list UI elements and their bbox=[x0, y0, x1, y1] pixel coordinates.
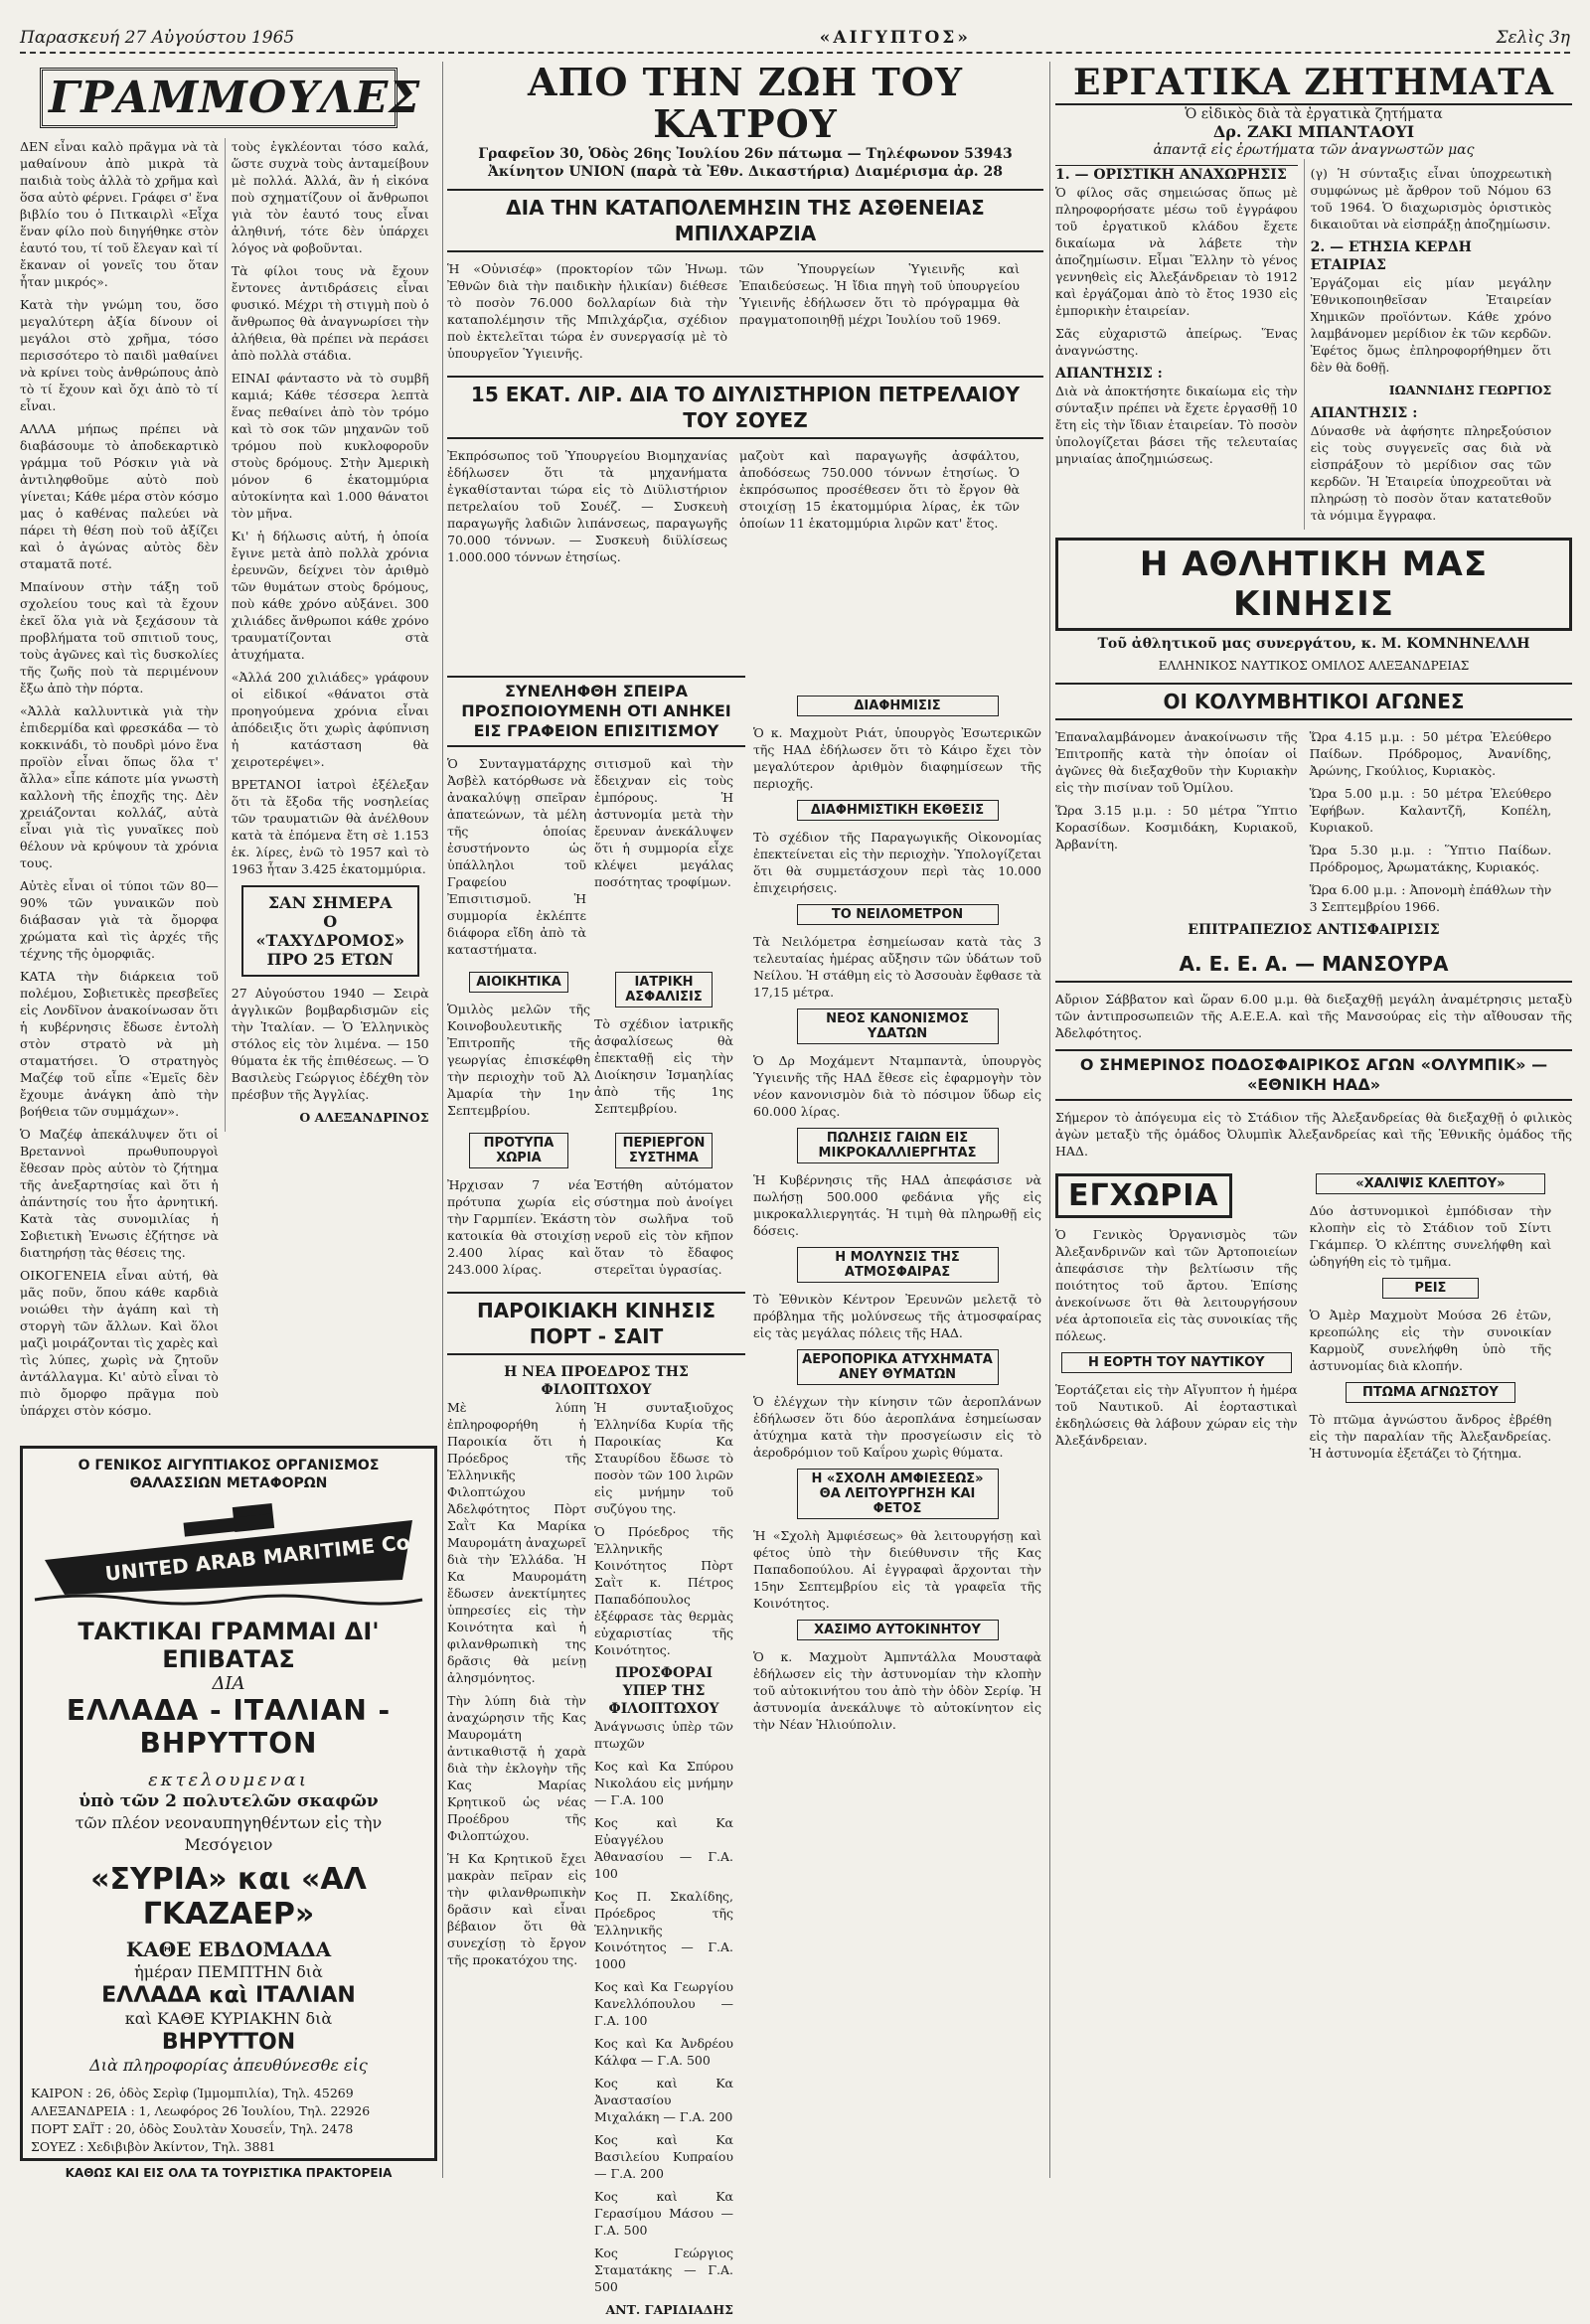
small-headline: ΠΡΟΤΥΠΑ ΧΩΡΙΑ bbox=[469, 1133, 569, 1168]
paragraph: Μπαίνουν στὴν τάξη τοῦ σχολείου τους καὶ τὰ ἔχουν ἐκεῖ ὅλα γιὰ νὰ ξεχάσουν τὰ προβλήματα τοῦ σπιτιοῦ τους, τοὺς ἀγῶνες καὶ τὶς δυσκολίες τῆς ζωῆς ποὺ τὰ περιμένουν ἔξω ἀπὸ τὴν πόρτα. bbox=[20, 579, 219, 696]
paragraph: Ἐργάζομαι εἰς μίαν μεγάλην Ἐθνικοποιηθεῖσαν Ἑταιρείαν Χημικῶν προϊόντων. Κάθε χρόνο λαμβάνομεν μερίδιον ἐκ τῶν κερδῶν. Ἐφέτος ὅμως ἐπληροφορήθημεν ὅτι δὲν θὰ δοθῇ. bbox=[1310, 275, 1552, 375]
sub-headline: ΕΠΙΤΡΑΠΕΖΙΟΣ ΑΝΤΙΣΦΑΙΡΙΣΙΣ bbox=[1188, 922, 1440, 938]
ship-name: UNITED ARAB MARITIME Co. bbox=[103, 1529, 419, 1586]
paragraph: ΒΡΕΤΑΝΟΙ ἰατροὶ ἐξέλεξαν ὅτι τὰ ἔξοδα τῆς νοσηλείας τῶν τραυματιῶν θὰ ἀνέλθουν κατὰ τὰ ἑπόμενα ἔτη σὲ 1.153 ἑκ. λίρες, ἐνῶ τὸ 1957 καὶ τὸ 1963 ἦταν 3.425 ἑκατομμύρια. bbox=[231, 777, 429, 876]
answer-heading: ΑΠΑΝΤΗΣΙΣ : bbox=[1310, 405, 1418, 421]
headline: ΟΙ ΚΟΛΥΜΒΗΤΙΚΟΙ ΑΓΩΝΕΣ bbox=[1055, 683, 1572, 720]
paragraph: «Ἀλλὰ καλλυντικὰ γιὰ τὴν ἐπιδερμίδα καὶ φρεσκάδα — τὸ κοκκινάδι, τὸ πουδρὶ μόνο ἕνα προϊὸν εἶναι ὅπως ὅλα τ' ἄλλα» εἶπε κάποτε μία γνωστὴ καλλονὴ τῆς ἐποχῆς της. Δὲν χρειάζονται κολλάζ, αὐτὰ εἶναι γιὰ τὶς γυναῖκες ποὺ θέλουν νὰ κρύψουν τὰ χρόνια τους. bbox=[20, 703, 219, 870]
column-rule bbox=[1049, 62, 1050, 2178]
paragraph: 27 Αὐγούστου 1940 — Σειρὰ ἀγγλικῶν βομβαρδισμῶν εἰς τὴν Ἰταλίαν. — Ὁ Ἑλληνικὸς στόλος εἰς τὸν λιμένα. — 150 θύματα ἐκ τῆς ἐπιθέσεως. — Ὁ Βασιλεὺς Γεώργιος ἐδέχθη τὸν πρέσβυν τῆς Ἀγγλίας. bbox=[231, 986, 429, 1102]
small-headline: ΤΟ ΝΕΙΛΟΜΕΤΡΟΝ bbox=[797, 904, 999, 925]
ad-addresses bbox=[31, 2085, 426, 2156]
ad-footer: ΚΑΘΩΣ ΚΑΙ ΕΙΣ ΟΛΑ ΤΑ ΤΟΥΡΙΣΤΙΚΑ ΠΡΑΚΤΟΡΕΙΑ bbox=[65, 2166, 393, 2180]
paragraph: Ἀνάγνωσις ὑπὲρ τῶν πτωχῶν bbox=[594, 1719, 733, 1751]
paragraph: Ὁ Συνταγματάρχης Ἀσβὲλ κατόρθωσε νὰ ἀνακαλύψῃ σπεῖραν ἀπατεώνων, τὰ μέλη τῆς ὁποίας ἐσυστήνοντο ὡς ὑπάλληλοι τοῦ Γραφείου Ἐπισιτισμοῦ. Ἡ συμμορία ἐκλέπτε διάφορα εἴδη ἀπὸ τὰ καταστήματα. bbox=[447, 756, 586, 957]
paragraph: Τὸ Ἐθνικὸν Κέντρον Ἐρευνῶν μελετᾷ τὸ πρόβλημα τῆς μολύνσεως τῆς ἀτμοσφαίρας εἰς τὰς μεγάλας πόλεις τῆς ΗΑΔ. bbox=[753, 1292, 1041, 1340]
paragraph: Ἡ Κα Κρητικοῦ ἔχει μακρὰν πεῖραν εἰς τὴν φιλανθρωπικὴν δρᾶσιν καὶ εἶναι βέβαιον ὅτι θὰ συνεχίσῃ τὸ ἔργον τῆς προκατόχου της. bbox=[447, 1851, 586, 1967]
section-title: ΓΡΑΜΜΟΥΛΕΣ bbox=[40, 68, 398, 128]
paragraph: Ὁ φίλος σᾶς σημειώσας ὅπως μὲ πληροφορήσατε μέσω τοῦ ἐγγράφου τοῦ ἐργατικοῦ κλάδου ἔχετε δικαίωμα νὰ λάβετε τὴν ἀποζημίωσιν. Εἶμαι Ἕλλην τὸ γένος γεννηθεὶς εἰς Ἀλεξάνδρειαν τὸ 1912 καὶ ἐργάζομαι ἀπὸ τὸ ἔτος 1930 εἰς ἐμπορικὴν ἑταιρείαν. bbox=[1055, 185, 1298, 318]
sports-banner: Η ΑΘΛΗΤΙΚΗ ΜΑΣ ΚΙΝΗΣΙΣ bbox=[1055, 538, 1572, 631]
section-title: ΕΡΓΑΤΙΚΑ ΖΗΤΗΜΑΤΑ bbox=[1055, 62, 1572, 105]
paragraph: (γ) Ἡ σύνταξις εἶναι ὑποχρεωτικὴ συμφώνως μὲ ἄρθρον τοῦ Νόμου 63 τοῦ 1964. Ὁ διαχωρισμὸς ὁριστικὸς δικαιοῦται νὰ εἰσπράξῃ ἀποζημίωσιν. bbox=[1310, 166, 1552, 232]
donation-line: Κος καὶ Κα Βασιλείου Κυπραίου — Γ.Α. 200 bbox=[594, 2132, 733, 2181]
paragraph: Τὸ σχέδιον ἰατρικῆς ἀσφαλίσεως θὰ ἐπεκταθῇ εἰς τὴν Διοίκησιν Ἰσμαηλίας ἀπὸ τῆς 1ης Σεπτεμβρίου. bbox=[594, 1016, 733, 1116]
small-headline: ΑΕΡΟΠΟΡΙΚΑ ΑΤΥΧΗΜΑΤΑ ΑΝΕΥ ΘΥΜΑΤΩΝ bbox=[797, 1349, 999, 1385]
section-subtitle: Δρ. ΖΑΚΙ ΜΠΑΝΤΑΟΥΙ bbox=[1212, 122, 1415, 141]
donation-line: Κος καὶ Κα Γεωργίου Κανελλόπουλου — Γ.Α. 100 bbox=[594, 1979, 733, 2028]
paragraph: Κατὰ τὴν γνώμη του, ὅσο μεγαλύτερη ἀξία δίνουν οἱ μεγάλοι στὸ χρῆμα, τόσο περισσότερο τὸ παιδὶ μαθαίνει νὰ κρίνει τοὺς ἀνθρώπους ἀπὸ τὸ τί ἔχουν καὶ ὄχι ἀπὸ τὸ τί εἶναι. bbox=[20, 297, 219, 413]
paragraph: Ὥρα 3.15 μ.μ. : 50 μέτρα Ὕπτιο Κορασίδων. Κοσμιδάκη, Κυριακοῦ, Ἀρβανίτη. bbox=[1055, 803, 1298, 852]
donation-line: Κος καὶ Κα Ἀνδρέου Κάλφα — Γ.Α. 500 bbox=[594, 2036, 733, 2068]
paragraph: Ἐπαναλαμβάνομεν ἀνακοίνωσιν τῆς Ἐπιτροπῆς κατὰ τὴν ὁποίαν οἱ ἀγῶνες θὰ διεξαχθοῦν τὴν Κυριακὴν εἰς τὴν πισίναν τοῦ Ὁμίλου. bbox=[1055, 729, 1298, 795]
ad-line: ΕΛΛΑΔΑ καὶ ΙΤΑΛΙΑΝ bbox=[101, 1983, 356, 2008]
answer-heading: ΑΠΑΝΤΗΣΙΣ : bbox=[1055, 366, 1163, 382]
paper-name: «ΑΙΓΥΠΤΟΣ» bbox=[819, 28, 971, 48]
ad-line: καὶ ΚΑΘΕ ΚΥΡΙΑΚΗΝ διὰ bbox=[124, 2009, 333, 2028]
small-headline: ΑΙΟΙΚΗΤΙΚΑ bbox=[469, 972, 569, 993]
donation-line: Κος Γεώργιος Σταματάκης — Γ.Α. 500 bbox=[594, 2246, 733, 2294]
masthead bbox=[20, 24, 1570, 54]
section-subtitle: Ὁ εἰδικὸς διὰ τὰ ἐργατικὰ ζητήματα bbox=[1185, 106, 1443, 122]
paragraph: Σήμερον τὸ ἀπόγευμα εἰς τὸ Στάδιον τῆς Ἀλεξανδρείας θὰ διεξαχθῇ ὁ φιλικὸς ἀγὼν μεταξὺ τῆς ὁμάδος Ὀλυμπὶκ Ἀλεξανδρείας καὶ τῆς Ἐθνικῆς ὁμάδος τῆς ΗΑΔ. bbox=[1055, 1110, 1572, 1159]
headline: 15 ΕΚΑΤ. ΛΙΡ. ΔΙΑ ΤΟ ΔΙΥΛΙΣΤΗΡΙΟΝ ΠΕΤΡΕΛΑΙΟΥ ΤΟΥ ΣΟΥΕΖ bbox=[447, 376, 1043, 439]
byline: ΙΩΑΝΝΙΔΗΣ ΓΕΩΡΓΙΟΣ bbox=[1388, 383, 1552, 397]
paragraph: Ὁ Πρόεδρος τῆς Ἑλληνικῆς Κοινότητος Πὸρτ Σαῒτ κ. Πέτρος Παπαδόπουλος ἐξέφρασε τὰς θερμὰς εὐχαριστίας τῆς Κοινότητος. bbox=[594, 1524, 733, 1657]
ad-line: ΔΙΑ bbox=[212, 1673, 245, 1694]
paragraph: Ὥρα 5.30 μ.μ. : Ὕπτιο Παίδων. Πρόδρομος, Ἀρωματάκης, Κυριακός. bbox=[1309, 843, 1552, 874]
paragraph: Ἐκπρόσωπος τοῦ Ὑπουργείου Βιομηχανίας ἐδήλωσεν ὅτι τὰ μηχανήματα ἐγκαθίστανται τώρα εἰς τὸ Διϋλιστήριον πετρελαίου τοῦ Σουέζ. — Συσκευὴ παραγωγῆς λαδιῶν λιπάνσεως, παραγωγῆς 70.000 τόννων. — Συσκευὴ διϋλίσεως 1.000.000 τόννων ἐτησίως. bbox=[447, 448, 727, 564]
paragraph: Ὥρα 6.00 μ.μ. : Ἀπονομὴ ἐπάθλων τὴν 3 Σεπτεμβρίου 1966. bbox=[1309, 882, 1552, 914]
paragraph: Μὲ λύπη ἐπληροφορήθη ἡ Παροικία ὅτι ἡ Πρόεδρος τῆς Ἑλληνικῆς Φιλοπτώχου Ἀδελφότητος Πὸρτ Σαῒτ Κα Μαρίκα Μαυρομάτη ἀναχωρεῖ διὰ τὴν Ἑλλάδα. Ἡ Κα Μαυρομάτη ἔδωσεν ἀνεκτίμητες ὑπηρεσίες εἰς τὴν Κοινότητα καὶ ἡ φιλανθρωπικὴ της δρᾶσις θὰ μείνῃ ἀλησμόνητος. bbox=[447, 1400, 586, 1685]
ad-line: εκτελουμεναι bbox=[148, 1770, 309, 1790]
box-line: Ο «ΤΑΧΥΔΡΟΜΟΣ» bbox=[255, 912, 404, 950]
paragraph: Ὁ Γενικὸς Ὀργανισμὸς τῶν Ἀλεξανδρινῶν καὶ τῶν Ἀρτοποιείων ἀπεφάσισε τὴν βελτίωσιν τῆς ποιότητος τοῦ ἄρτου. Ἐπίσης ἀνεκοίνωσε ὅτι θὰ λειτουργήσουν νέα ἀρτοποιεῖα εἰς τὰς συνοικίας τῆς πόλεως. bbox=[1055, 1227, 1298, 1343]
small-headline: ΧΑΣΙΜΟ ΑΥΤΟΚΙΝΗΤΟΥ bbox=[797, 1620, 999, 1640]
column-labour-issues bbox=[1055, 62, 1572, 2178]
ad-line: ὑπὸ τῶν 2 πολυτελῶν σκαφῶν bbox=[79, 1791, 379, 1811]
section-subtitle: Γραφεῖον 30, Ὁδὸς 26ης Ἰουλίου 26ν πάτωμα — Τηλέφωνον 53943 bbox=[478, 146, 1013, 162]
paragraph: ΚΑΤΑ τὴν διάρκεια τοῦ πολέμου, Σοβιετικὲς πρεσβεῖες εἰς Λονδῖνον ἀνακοίνωσαν ὅτι ἡ κυβέρνησις ἔδωσε ἐντολὴ στὸν στρατὸ νὰ μὴ σταματήσει. Ὁ στρατηγὸς Μαζέφ τοῦ εἶπε «Ἐμεῖς δὲν ἔχουμε ἀνάγκη ἀπὸ τὴν βοήθεια τῶν συμμάχων». bbox=[20, 969, 219, 1119]
ad-line: ΤΑΚΤΙΚΑΙ ΓΡΑΜΜΑΙ ΔΙ' ΕΠΙΒΑΤΑΣ bbox=[78, 1618, 380, 1673]
ship-illustration bbox=[35, 1500, 422, 1610]
column-cairo-life bbox=[447, 60, 1043, 2317]
headline: ΣΥΝΕΛΗΦΘΗ ΣΠΕΙΡΑ ΠΡΟΣΠΟΙΟΥΜΕΝΗ ΟΤΙ ΑΝΗΚΕΙ ΕΙΣ ΓΡΑΦΕΙΟΝ ΕΠΙΣΙΤΙΣΜΟΥ bbox=[447, 676, 745, 747]
headline: ΠΑΡΟΙΚΙΑΚΗ ΚΙΝΗΣΙΣ ΠΟΡΤ - ΣΑΙΤ bbox=[447, 1292, 745, 1355]
paragraph: Ὥρα 4.15 μ.μ. : 50 μέτρα Ἐλεύθερο Παίδων. Πρόδρομος, Ἀνανίδης, Ἀρώνης, Γκούλιος, Κυριακὸς. bbox=[1309, 729, 1552, 778]
section-subtitle: Ἀκίνητον UNION (παρὰ τὰ Ἐθν. Δικαστήρια) Διαμέρισμα ἀρ. 28 bbox=[487, 164, 1004, 180]
ad-line: «ΣΥΡΙΑ» και «ΑΛ ΓΚΑΖΑΕΡ» bbox=[90, 1862, 367, 1932]
on-this-day-box bbox=[241, 885, 419, 977]
box-line: ΠΡΟ 25 ΕΤΩΝ bbox=[266, 950, 394, 969]
paragraph: Διὰ νὰ ἀποκτήσητε δικαίωμα εἰς τὴν σύνταξιν πρέπει νὰ ἔχετε ἐργασθῇ 10 ἔτη εἰς τὴν ἴδιαν ἑταιρείαν. Τὸ ποσὸν ὑπολογίζεται βάσει τῆς τελευταίας μηνιαίας ἀποζημιώσεως. bbox=[1055, 384, 1298, 466]
section-title-local: ΕΓΧΩΡΙΑ bbox=[1055, 1173, 1232, 1218]
paragraph: Ὁ Ἀμὲρ Μαχμοὺτ Μούσα 26 ἐτῶν, κρεοπώλης εἰς τὴν συνοικίαν Καρμοὺζ συνελήφθη ὑπὸ τῆς ἀστυνομίας διὰ κλοπήν. bbox=[1309, 1308, 1552, 1373]
paragraph: Αὔριον Σάββατον καὶ ὥραν 6.00 μ.μ. θὰ διεξαχθῇ μεγάλη ἀναμέτρησις μεταξὺ τῶν ἀντιπροσωπειῶν τῆς Α.Ε.Ε.Α. καὶ τῆς Μανσούρας εἰς τὴν αἴθουσαν τῆς Ἀδελφότητος. bbox=[1055, 992, 1572, 1040]
small-headline: Η ΕΟΡΤΗ ΤΟΥ ΝΑΥΤΙΚΟΥ bbox=[1061, 1352, 1291, 1373]
section-title: ΑΠΟ ΤΗΝ ΖΩΗ ΤΟΥ ΚΑΤΡΟΥ bbox=[527, 60, 964, 146]
club-name: ΕΛΛΗΝΙΚΟΣ ΝΑΥΤΙΚΟΣ ΟΜΙΛΟΣ ΑΛΕΞΑΝΔΡΕΙΑΣ bbox=[1158, 659, 1470, 673]
headline: ΔΙΑ ΤΗΝ ΚΑΤΑΠΟΛΕΜΗΣΙΝ ΤΗΣ ΑΣΘΕΝΕΙΑΣ ΜΠΙΛΧΑΡΖΙΑ bbox=[447, 189, 1043, 252]
paragraph: τῶν Ὑπουργείων Ὑγιεινῆς καὶ Ἐπαιδεύσεως. Ἡ ἴδια πηγὴ τοῦ ὑπουργείου Ὑγιεινῆς ἐδήλωσεν ὅτι τὸ πρόγραμμα θὰ πραγματοποιηθῇ μέχρι Ἰουλίου τοῦ 1969. bbox=[739, 261, 1020, 327]
issue-date: Παρασκευή 27 Αὐγούστου 1965 bbox=[20, 28, 295, 48]
paragraph: Ἡ «Σχολὴ Ἀμφιέσεως» θὰ λειτουργήσῃ καὶ φέτος ὑπὸ τὴν διεύθυνσιν τῆς Κας Παπαδοπούλου. Αἱ ἐγγραφαὶ ἄρχονται τὴν 15ην Σεπτεμβρίου εἰς τὰ γραφεῖα τῆς Κοινότητος. bbox=[753, 1528, 1041, 1611]
left-subcolumn bbox=[447, 668, 745, 2324]
question-heading: 1. — ΟΡΙΣΤΙΚΗ ΑΝΑΧΩΡΗΣΙΣ bbox=[1055, 165, 1298, 184]
paragraph: Τὰ φίλοι τους νὰ ἔχουν ἔντονες ἀντιδράσεις εἶναι φυσικό. Μέχρι τὴ στιγμὴ ποὺ ὁ ἄνθρωπος θὰ ἀναγνωρίσει τὴν ἀλήθεια, θὰ πρέπει νὰ περάσει ἀπὸ πολλὰ στάδια. bbox=[231, 263, 429, 363]
paragraph: τοὺς ἐγκλέονται τόσο καλά, ὥστε συχνὰ τοὺς ἀνταμείβουν μὲ πολλά. Ἀλλά, ἂν ἡ εἰκόνα ποὺ σχηματίζουν οἱ ἄνθρωποι γιὰ τὸν ἑαυτό τους εἶναι ἀληθινή, τότε δὲν ὑπάρχει λόγος νὰ φοβοῦνται. bbox=[231, 139, 429, 255]
paragraph: ΔΕΝ εἶναι καλὸ πρᾶγμα νὰ τὰ μαθαίνουν ἀπὸ μικρὰ τὰ παιδιὰ τοὺς ἀλλὰ τὸ χρῆμα καὶ ὅσα αὐτὸ φέρνει. Γράφει σ' ἕνα βιβλίο του ὁ Πιτκαιρλὶ «Εἶχα ἕναν φίλο ποὺ διηγήθηκε στὸν ἑαυτό του, τί τοῦ ἔλεγαν καὶ τί ἔκαναν οἱ γονεῖς του ὅταν ἦταν μικρός». bbox=[20, 139, 219, 289]
right-subcolumn bbox=[753, 688, 1041, 1739]
paragraph: Ὁ κ. Μαχμοὺτ Ἀμπντάλλα Μουσταφὰ ἐδήλωσεν εἰς τὴν ἀστυνομίαν τὴν κλοπὴν τοῦ αὐτοκινήτου του ἀπὸ τὴν ὁδὸν Σερίφ. Ἡ ἀστυνομία ἀνεκάλυψε τὸ αὐτοκίνητον εἰς τὴν Νέαν Ἡλιούπολιν. bbox=[753, 1649, 1041, 1732]
small-headline: ΠΤΩΜΑ ΑΓΝΩΣΤΟΥ bbox=[1346, 1382, 1515, 1403]
page-number: Σελὶς 3η bbox=[1496, 28, 1570, 48]
address-line: ΑΛΕΞΑΝΔΡΕΙΑ : 1, Λεωφόρος 26 Ἰουλίου, Τηλ. 22926 bbox=[31, 2103, 371, 2118]
sub-headline: ΠΡΟΣΦΟΡΑΙ ΥΠΕΡ ΤΗΣ ΦΙΛΟΠΤΩΧΟΥ bbox=[608, 1665, 719, 1717]
small-headline: Η «ΣΧΟΛΗ ΑΜΦΙΕΣΕΩΣ» ΘΑ ΛΕΙΤΟΥΡΓΗΣΗ ΚΑΙ ΦΕΤΟΣ bbox=[797, 1469, 999, 1519]
paragraph: «Ἀλλά 200 χιλιάδες» γράφουν οἱ εἰδικοί «θάνατοι στὰ προηγούμενα χρόνια εἶναι ἀπόδειξις ὅτι χωρὶς ἀφύπνιση ἡ κατάσταση θὰ χειροτερέψει». bbox=[231, 670, 429, 769]
small-headline: «ΧΑΛΙΨΙΣ ΚΛΕΠΤΟΥ» bbox=[1316, 1173, 1545, 1194]
column-rule bbox=[442, 62, 443, 2178]
small-headline: ΡΕΙΣ bbox=[1382, 1278, 1479, 1299]
paragraph: Ὁ Μαζέφ ἀπεκάλυψεν ὅτι οἱ Βρεταννοὶ πρωθυπουργοὶ ἔθεσαν πρὸς αὐτὸν τὸ ζήτημα τῆς ἀνεξαρτησίας καὶ ὅτι ἡ ἀπάντησίς του ἦτο ἀρνητική. Κατὰ τὰς συνομιλίας ἡ Σοβιετικὴ Ἑνωσις ἐζήτησε νὰ διατηρήσῃ τὰς θέσεις της. bbox=[20, 1127, 219, 1260]
paragraph: Ὥρα 5.00 μ.μ. : 50 μέτρα Ἐλεύθερο Ἐφήβων. Καλαντζῆ, Κοπέλη, Κυριακοῦ. bbox=[1309, 786, 1552, 835]
ad-line: Ο ΓΕΝΙΚΟΣ ΑΙΓΥΠΤΙΑΚΟΣ ΟΡΓΑΝΙΣΜΟΣ bbox=[78, 1458, 380, 1473]
paragraph: Ἐστήθη αὐτόματον σύστημα ποὺ ἀνοίγει τὸν σωλῆνα τοῦ νεροῦ εἰς τὸν κῆπον ὅταν τὸ ἔδαφος στερεῖται ὑγρασίας. bbox=[594, 1177, 733, 1277]
paragraph: Ὁμιλὸς μελῶν τῆς Κοινοβουλευτικῆς Ἐπιτροπῆς τῆς γεωργίας ἐπισκέφθη τὴν περιοχὴν τοῦ Ἀλ Ἀμαρία τὴν 1ην Σεπτεμβρίου. bbox=[447, 1002, 590, 1118]
donation-line: Κος καὶ Κα Εὐαγγέλου Ἀθανασίου — Γ.Α. 100 bbox=[594, 1815, 733, 1881]
paragraph: Κι' ἡ δήλωσις αὐτή, ἡ ὁποία ἔγινε μετὰ ἀπὸ πολλὰ χρόνια ἐρευνῶν, δείχνει τὸν ἀριθμὸ τῶν θυμάτων στοὺς δρόμους, ποὺ κάθε χρόνο αὐξάνει. 300 χιλιάδες ἄνθρωποι κάθε χρόνο τραυματίζονται στὰ ἀτυχήματα. bbox=[231, 529, 429, 662]
small-headline: ΔΙΑΦΗΜΙΣΙΣ bbox=[797, 696, 999, 716]
small-headline: ΠΩΛΗΣΙΣ ΓΑΙΩΝ ΕΙΣ ΜΙΚΡΟΚΑΛΛΙΕΡΓΗΤΑΣ bbox=[797, 1128, 999, 1163]
small-headline: ΝΕΟΣ ΚΑΝΟΝΙΣΜΟΣ ΥΔΑΤΩΝ bbox=[797, 1008, 999, 1044]
byline: Ο ΑΛΕΞΑΝΔΡΙΝΟΣ bbox=[299, 1110, 429, 1125]
paragraph: Τὰ Νειλόμετρα ἐσημείωσαν κατὰ τὰς 3 τελευταίας ἡμέρας αὔξησιν τῶν ὑδάτων τοῦ Νείλου. Ἡ στάθμη εἰς τὸ Ἀσσουὰν ἔφθασε τὰ 17,15 μέτρα. bbox=[753, 934, 1041, 1000]
paragraph: Ἡ συνταξιοῦχος Ἑλληνίδα Κυρία τῆς Παροικίας Κα Σταυρίδου ἔδωσε τὸ ποσὸν τῶν 100 λιρῶν εἰς μνήμην τοῦ συζύγου της. bbox=[594, 1400, 733, 1516]
paragraph: Ὁ ἐλέγχων τὴν κίνησιν τῶν ἀεροπλάνων ἐδήλωσεν ὅτι δύο ἀεροπλάνα ἐσημείωσαν ἀτύχημα κατὰ τὴν προσγείωσιν εἰς τὸ ἀεροδρόμιον τοῦ Καΐρου χωρὶς θύματα. bbox=[753, 1394, 1041, 1460]
donation-line: Κος Π. Σκαλίδης, Πρόεδρος τῆς Ἑλληνικῆς Κοινότητος — Γ.Α. 1000 bbox=[594, 1889, 733, 1971]
paragraph: Ἡ «Οὐνισέφ» (προκτορίον τῶν Ἡνωμ. Ἐθνῶν διὰ τὴν παιδικὴν ἡλικίαν) διέθεσε τὸ ποσὸν 76.000 δολλαρίων διὰ τὴν καταπολέμησιν τῆς Μπιλχάρζια, σχέδιον ποὺ ἐκτελεῖται τώρα ἐν συνεργασίᾳ μὲ τὸ ὑπουργεῖον Ὑγιεινῆς. bbox=[447, 261, 727, 361]
address-line: ΠΟΡΤ ΣΑΪΤ : 20, ὁδὸς Σουλτὰν Χουσεΐν, Τηλ. 2478 bbox=[31, 2121, 354, 2136]
small-headline: ΔΙΑΦΗΜΙΣΤΙΚΗ ΕΚΘΕΣΙΣ bbox=[797, 800, 999, 821]
paragraph: ΕΙΝΑΙ φάνταστο νὰ τὸ συμβῆ καμιά; Κάθε τέσσερα λεπτὰ ἕνας πεθαίνει ἀπὸ τὸν τρόμο καὶ τὸ σοκ τῶν μηχανῶν τοῦ τρόμου ποὺ κυκλοφοροῦν στοὺς δρόμους. Στὴν Ἀμερικὴ μόνον 6 ἑκατομμύρια αὐτοκίνητα καὶ 1.000 θάνατοι τὸν μῆνα. bbox=[231, 371, 429, 521]
address-line: ΚΑΙΡΟΝ : 26, ὁδὸς Σερὶφ (Ἰμμομπιλία), Τηλ. 45269 bbox=[31, 2086, 354, 2100]
ad-line: ΒΗΡΥΤΤΟΝ bbox=[161, 2030, 296, 2055]
paragraph: Τὸ σχέδιον τῆς Παραγωγικῆς Οἰκονομίας ἐπεκτείνεται εἰς τὴν περιοχὴν. Ὑπολογίζεται ὅτι θὰ συμμετάσχουν περὶ τὰς 10.000 ἐπιχειρήσεις. bbox=[753, 830, 1041, 895]
question-heading: 2. — ΕΤΗΣΙΑ ΚΕΡΔΗ ΕΤΑΙΡΙΑΣ bbox=[1310, 239, 1472, 273]
small-headline: ΠΕΡΙΕΡΓΟΝ ΣΥΣΤΗΜΑ bbox=[615, 1133, 713, 1168]
paragraph: Δύνασθε νὰ ἀφήσητε πληρεξούσιον εἰς τοὺς συγγενεῖς σας διὰ νὰ εἰσπράξουν τὸ μερίδιον σας τῶν κερδῶν. Ἡ Ἑταιρεία ὑποχρεοῦται νὰ πληρώσῃ τὸ ποσὸν ὅταν κατατεθοῦν τὰ νόμιμα ἔγγραφα. bbox=[1310, 423, 1552, 523]
paragraph: Ἡ Κυβέρνησις τῆς ΗΑΔ ἀπεφάσισε νὰ πωλήσῃ 500.000 φεδάνια γῆς εἰς μικροκαλλιεργητάς. Ἡ τιμὴ θὰ πληρωθῇ εἰς δόσεις. bbox=[753, 1172, 1041, 1238]
paragraph: Ὁ κ. Μαχμοὺτ Ριάτ, ὑπουργὸς Ἐσωτερικῶν τῆς ΗΑΔ ἐδήλωσεν ὅτι τὸ Κάιρο ἔχει τὸν μεγαλύτερον ἀριθμὸν διαφημίσεων τῆς περιοχῆς. bbox=[753, 725, 1041, 791]
ad-line: Διὰ πληροφορίας ἀπευθύνεσθε εἰς bbox=[89, 2056, 368, 2075]
paragraph: Τὸ πτῶμα ἀγνώστου ἄνδρος ἐβρέθη εἰς τὴν παραλίαν τῆς Ἀλεξανδρείας. Ἡ ἀστυνομία ἐξετάζει τὸ ζήτημα. bbox=[1309, 1412, 1552, 1461]
section-subtitle: ἀπαντᾷ εἰς ἐρωτήματα τῶν ἀναγνωστῶν μας bbox=[1153, 142, 1475, 158]
paragraph: Ὁ Δρ Μοχάμεντ Νταμπαντὰ, ὑπουργὸς Ὑγιεινῆς τῆς ΗΑΔ ἔθεσε εἰς ἐφαρμογὴν τὸν νέον κανονισμὸν διὰ τὸ πόσιμον ὕδωρ εἰς 60.000 λίρας. bbox=[753, 1053, 1041, 1119]
donation-line: Κος καὶ Κα Σπύρου Νικολάου εἰς μνήμην — Γ.Α. 100 bbox=[594, 1759, 733, 1807]
paragraph: Ἠρχισαν 7 νέα πρότυπα χωρία εἰς τὴν Γαρμπίεν. Ἑκάστη κατοικία θὰ στοιχίσῃ 2.400 λίρας καὶ 243.000 λίρας. bbox=[447, 1177, 590, 1277]
headline: Ο ΣΗΜΕΡΙΝΟΣ ΠΟΔΟΣΦΑΙΡΙΚΟΣ ΑΓΩΝ «ΟΛΥΜΠΙΚ» — «ΕΘΝΙΚΗ ΗΑΔ» bbox=[1055, 1049, 1572, 1101]
byline: ΑΝΤ. ΓΑΡΙΔΙΑΔΗΣ bbox=[605, 2302, 733, 2317]
address-line: ΣΟΥΕΖ : Χεδιβιβὸν Ἀκίντον, Τηλ. 3881 bbox=[31, 2139, 276, 2154]
paragraph: Αὐτὲς εἶναι οἱ τύποι τῶν 80—90% τῶν γυναικῶν ποὺ διάβασαν γιὰ τὰ ὄμορφα χρώματα καὶ τὶς ἀρχές τῆς τέχνης τῆς ὀμορφιᾶς. bbox=[20, 878, 219, 961]
paragraph: μαζοὺτ καὶ παραγωγῆς ἀσφάλτου, ἀποδόσεως 750.000 τόννων ἐτησίως. Ὁ ἐκπρόσωπος προσέθεσεν ὅτι τὸ ἔργον θὰ στοιχίσῃ 15 ἑκατομμύρια λίρας, ἐκ τῶν ὁποίων 11 ἑκατομμύρια λιρῶν κατ' ἔτος. bbox=[739, 448, 1020, 531]
ad-line: ΕΛΛΑΔΑ - ΙΤΑΛΙΑΝ - ΒΗΡΥΤΤΟΝ bbox=[66, 1694, 392, 1760]
sub-headline: Η ΝΕΑ ΠΡΟΕΔΡΟΣ ΤΗΣ ΦΙΛΟΠΤΩΧΟΥ bbox=[504, 1364, 689, 1398]
ad-line: ΘΑΛΑΣΣΙΩΝ ΜΕΤΑΦΟΡΩΝ bbox=[129, 1475, 328, 1491]
shipping-advertisement bbox=[20, 1446, 437, 2180]
ad-line: ΚΑΘΕ ΕΒΔΟΜΑΔΑ bbox=[125, 1937, 332, 1961]
paragraph: Δύο ἀστυνομικοὶ ἐμπόδισαν τὴν κλοπὴν εἰς τὸ Στάδιον τοῦ Σίντι Γκάμπερ. Ὁ κλέπτης συνελήφθη καὶ ὡδηγήθη εἰς τὸ τμῆμα. bbox=[1309, 1203, 1552, 1269]
small-headline: Η ΜΟΛΥΝΣΙΣ ΤΗΣ ΑΤΜΟΣΦΑΙΡΑΣ bbox=[797, 1247, 999, 1283]
donation-line: Κος καὶ Κα Γερασίμου Μάσου — Γ.Α. 500 bbox=[594, 2189, 733, 2238]
paragraph: Ἑορτάζεται εἰς τὴν Αἴγυπτον ἡ ἡμέρα τοῦ Ναυτικοῦ. Αἱ ἑορταστικαὶ ἐκδηλώσεις θὰ λάβουν χώραν εἰς τὴν Ἀλεξάνδρειαν. bbox=[1055, 1382, 1298, 1448]
paragraph: ΟΙΚΟΓΕΝΕΙΑ εἶναι αὐτή, θὰ μᾶς ποῦν, ὅπου κάθε καρδιὰ νοιώθει τὴν ἀγάπη καὶ τὴ στοργὴ τῶν ἄλλων. Καὶ ὅλοι μαζὶ μοιράζονται τὶς χαρὲς καὶ τὶς λύπες, χωρὶς νὰ ζητοῦν ἀντάλλαγμα. Κι' αὐτὸ εἶναι τὸ πιὸ ὄμορφο πρᾶγμα ποὺ ὑπάρχει στὸν κόσμο. bbox=[20, 1268, 219, 1418]
small-headline: ΙΑΤΡΙΚΗ ΑΣΦΑΛΙΣΙΣ bbox=[615, 972, 713, 1007]
ad-line: ἡμέραν ΠΕΜΠΤΗΝ διὰ bbox=[134, 1962, 323, 1981]
paragraph: Σᾶς εὐχαριστῶ ἀπείρως. Ἕνας ἀναγνώστης. bbox=[1055, 326, 1298, 358]
sports-byline: Τοῦ ἀθλητικοῦ μας συνεργάτου, κ. Μ. ΚΟΜΝΗΝΕΛΛΗ bbox=[1097, 636, 1530, 652]
headline: Α. Ε. Ε. Α. — ΜΑΝΣΟΥΡΑ bbox=[1055, 947, 1572, 983]
paragraph: σιτισμοῦ καὶ τὴν ἔδειχναν εἰς τοὺς ἐμπόρους. Ἡ ἀστυνομία μετὰ τὴν ἔρευναν ἀνεκάλυψεν ὅτι ἡ συμμορία εἶχε κλέψει μεγάλας ποσότητας τροφίμων. bbox=[594, 756, 733, 889]
donation-line: Κος καὶ Κα Ἀναστασίου Μιχαλάκη — Γ.Α. 200 bbox=[594, 2076, 733, 2124]
box-line: ΣΑΝ ΣΗΜΕΡΑ bbox=[267, 893, 393, 912]
paragraph: ΑΛΛΑ μήπως πρέπει νὰ διαβάσουμε τὸ ἀποδεκαρτικὸ γράμμα τοῦ Ρόσκιν γιὰ νὰ ἀντιληφθοῦμε αὐτὸ ποὺ γίνεται; Κάθε μέρα στὸν κόσμο μας ὁ καθένας παλεύει νὰ πάρει τὴ θέση ποὺ τοῦ ἀξίζει καὶ ὁ ἀγώνας αὐτὸς δὲν σταματᾶ ποτέ. bbox=[20, 421, 219, 571]
paragraph: Τὴν λύπη διὰ τὴν ἀναχώρησιν τῆς Κας Μαυρομάτη ἀντικαθιστᾷ ἡ χαρὰ διὰ τὴν ἐκλογὴν τῆς Κας Μαρίας Κρητικοῦ ὡς νέας Προέδρου τῆς Φιλοπτώχου. bbox=[447, 1693, 586, 1843]
ad-line: τῶν πλέον νεοναυπηγηθέντων εἰς τὴν Μεσόγειον bbox=[75, 1813, 383, 1854]
